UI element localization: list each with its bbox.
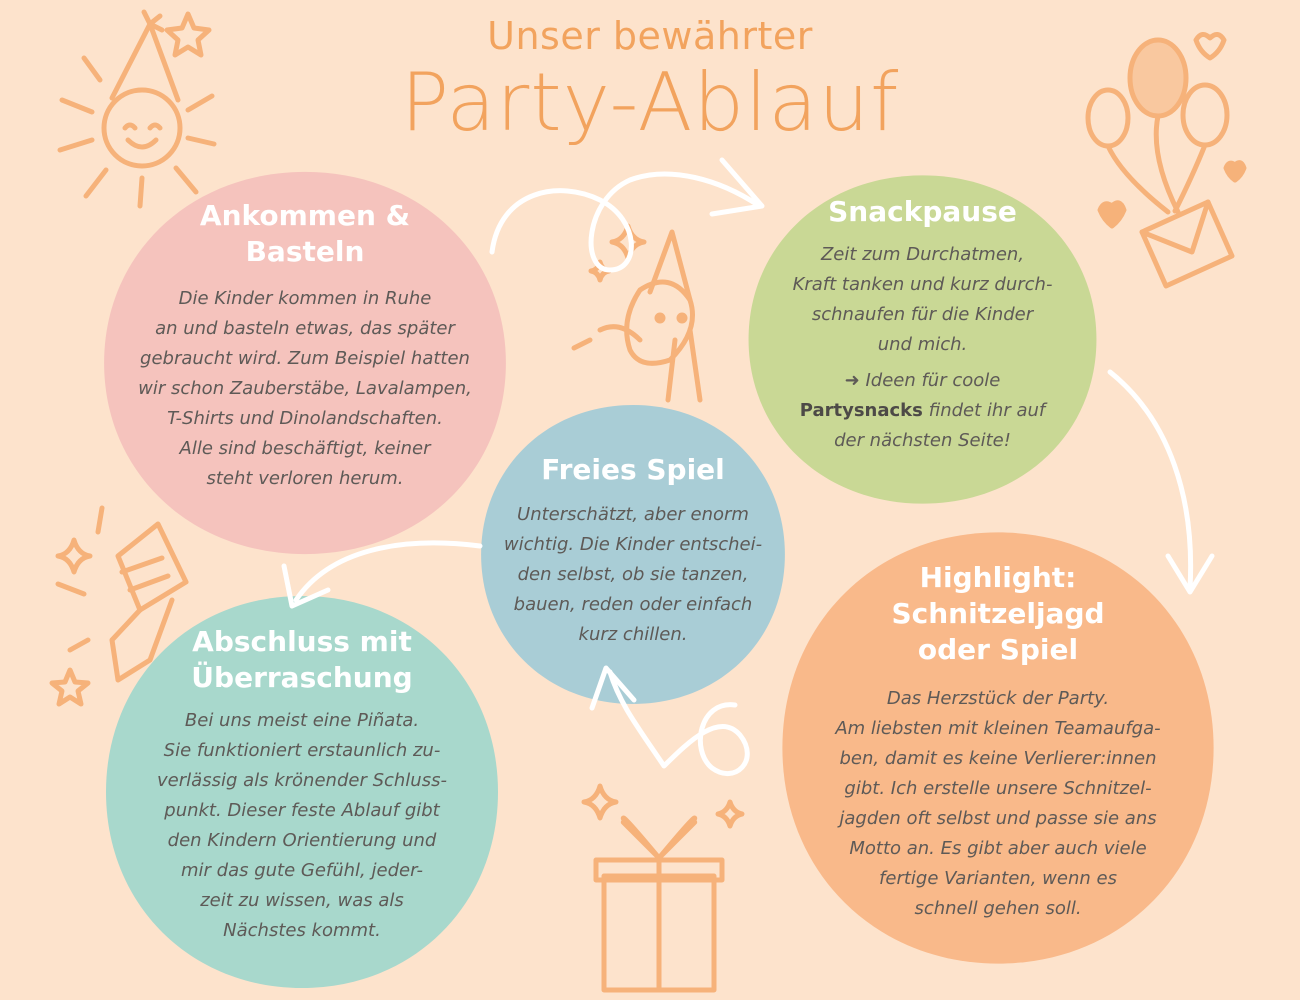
step-title: Snackpause xyxy=(828,195,1017,228)
heart-icon xyxy=(1100,203,1124,226)
heart-icon xyxy=(1226,163,1244,180)
giraffe-icon xyxy=(574,232,700,400)
sparkle-icon xyxy=(58,540,90,572)
step-highlight xyxy=(778,528,1218,968)
step-text: Das Herzstück der Party. Am liebsten mit kleinen Teamaufga- ben, damit es keine Verlierer:innen gibt. Ich erstelle unsere Schnitzel- jagden oft selbst und passe sie ans Motto an. Es gibt aber auch viele fertige Varianten, wenn es schnell gehen soll. xyxy=(835,688,1161,919)
arrow-right-icon: ➜ xyxy=(844,370,860,391)
step-text: Zeit zum Durchatmen, Kraft tanken und kurz durch- schnaufen für die Kinder und mich. xyxy=(792,244,1053,355)
step-abschluss xyxy=(102,592,502,992)
step-freies-spiel xyxy=(478,402,788,707)
sparkle-icon xyxy=(591,262,609,280)
step-note: ➜ Ideen für coole Partysnacks findet ihr auf der nächsten Seite! xyxy=(799,370,1046,451)
envelope-icon xyxy=(1142,202,1232,286)
step-snackpause xyxy=(745,172,1100,507)
star-icon xyxy=(52,670,88,704)
step-title: Freies Spiel xyxy=(541,453,725,486)
step-ankommen xyxy=(100,168,510,558)
page-title: Party-Ablauf xyxy=(400,56,900,149)
gift-icon xyxy=(596,818,722,990)
step-text: Die Kinder kommen in Ruhe an und basteln etwas, das später gebraucht wird. Zum Beispiel hatten wir schon Zauberstäbe, Lavalampen, T-Shirts und Dinolandschaften. Alle sind beschäftigt, keiner steht verloren herum. xyxy=(138,288,472,489)
step-title: Abschluss mit Überraschung xyxy=(191,625,413,694)
sparkle-icon xyxy=(584,786,616,818)
step-text: Unterschätzt, aber enorm wichtig. Die Kinder entschei- den selbst, ob sie tanzen, bauen, reden oder einfach kurz chillen. xyxy=(503,504,763,645)
step-title: Ankommen & Basteln xyxy=(199,199,411,268)
step-note-bold: Partysnacks xyxy=(799,400,923,421)
page-subtitle: Unser bewährter xyxy=(487,14,813,58)
step-title: Highlight: Schnitzeljagd oder Spiel xyxy=(891,561,1105,666)
sparkle-icon xyxy=(718,802,742,826)
step-text: Bei uns meist eine Piñata. Sie funktioniert erstaunlich zu- verlässig als krönender Schluss- punkt. Dieser feste Ablauf gibt den Kindern Orientierung und mir das gute Gefühl, jeder- zeit zu wissen, was als Nächstes kommt. xyxy=(157,710,447,941)
sparkle-icon xyxy=(612,226,644,258)
